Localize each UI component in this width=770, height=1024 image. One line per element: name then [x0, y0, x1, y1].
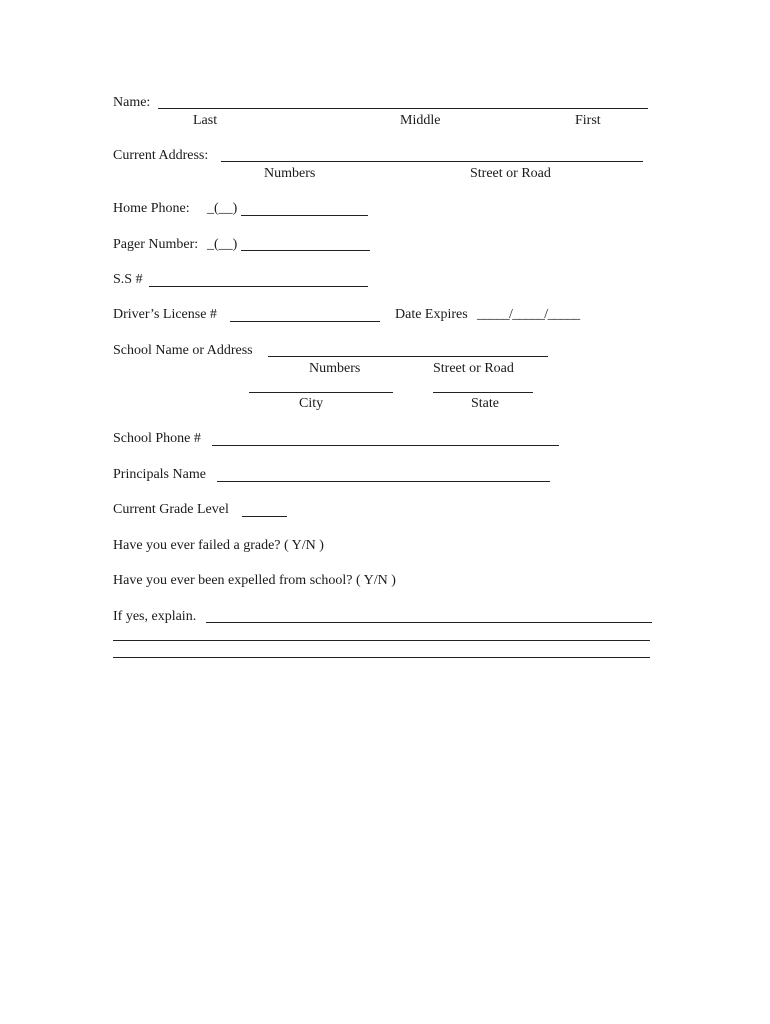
explain-label: If yes, explain. [113, 609, 197, 624]
pager-number-label: Pager Number: [113, 237, 199, 252]
date-expires-field[interactable]: _____/_____/_____ [477, 307, 580, 322]
school-city-field[interactable] [249, 392, 393, 393]
drivers-license-label: Driver’s License # [113, 307, 217, 322]
explain-field-line-3[interactable] [113, 657, 650, 658]
explain-field-line-2[interactable] [113, 640, 650, 641]
pager-number-field[interactable] [241, 250, 370, 251]
ss-label: S.S # [113, 272, 143, 287]
home-phone-area-code[interactable]: _(__) [207, 201, 238, 216]
expelled-question[interactable]: Have you ever been expelled from school? ( Y/N ) [113, 573, 396, 588]
ss-field[interactable] [149, 286, 368, 287]
school-phone-field[interactable] [212, 445, 559, 446]
school-state-field[interactable] [433, 392, 533, 393]
name-label: Name: [113, 95, 151, 110]
address-caption-numbers: Numbers [264, 166, 316, 181]
name-field[interactable] [158, 108, 648, 109]
name-caption-last: Last [193, 113, 218, 128]
school-caption-street: Street or Road [433, 361, 514, 376]
school-caption-numbers: Numbers [309, 361, 361, 376]
date-expires-label: Date Expires [395, 307, 468, 322]
explain-field-line-1[interactable] [206, 622, 652, 623]
name-caption-middle: Middle [400, 113, 441, 128]
school-caption-city: City [299, 396, 324, 411]
current-address-field[interactable] [221, 161, 643, 162]
home-phone-label: Home Phone: [113, 201, 190, 216]
grade-level-label: Current Grade Level [113, 502, 229, 517]
home-phone-field[interactable] [241, 215, 368, 216]
pager-area-code[interactable]: _(__) [207, 237, 238, 252]
failed-grade-question[interactable]: Have you ever failed a grade? ( Y/N ) [113, 538, 324, 553]
school-address-field[interactable] [268, 356, 548, 357]
principals-name-label: Principals Name [113, 467, 206, 482]
current-address-label: Current Address: [113, 148, 209, 163]
grade-level-field[interactable] [242, 516, 287, 517]
school-address-label: School Name or Address [113, 343, 253, 358]
school-caption-state: State [471, 396, 499, 411]
name-caption-first: First [575, 113, 601, 128]
address-caption-street: Street or Road [470, 166, 551, 181]
principals-name-field[interactable] [217, 481, 550, 482]
school-phone-label: School Phone # [113, 431, 201, 446]
drivers-license-field[interactable] [230, 321, 380, 322]
